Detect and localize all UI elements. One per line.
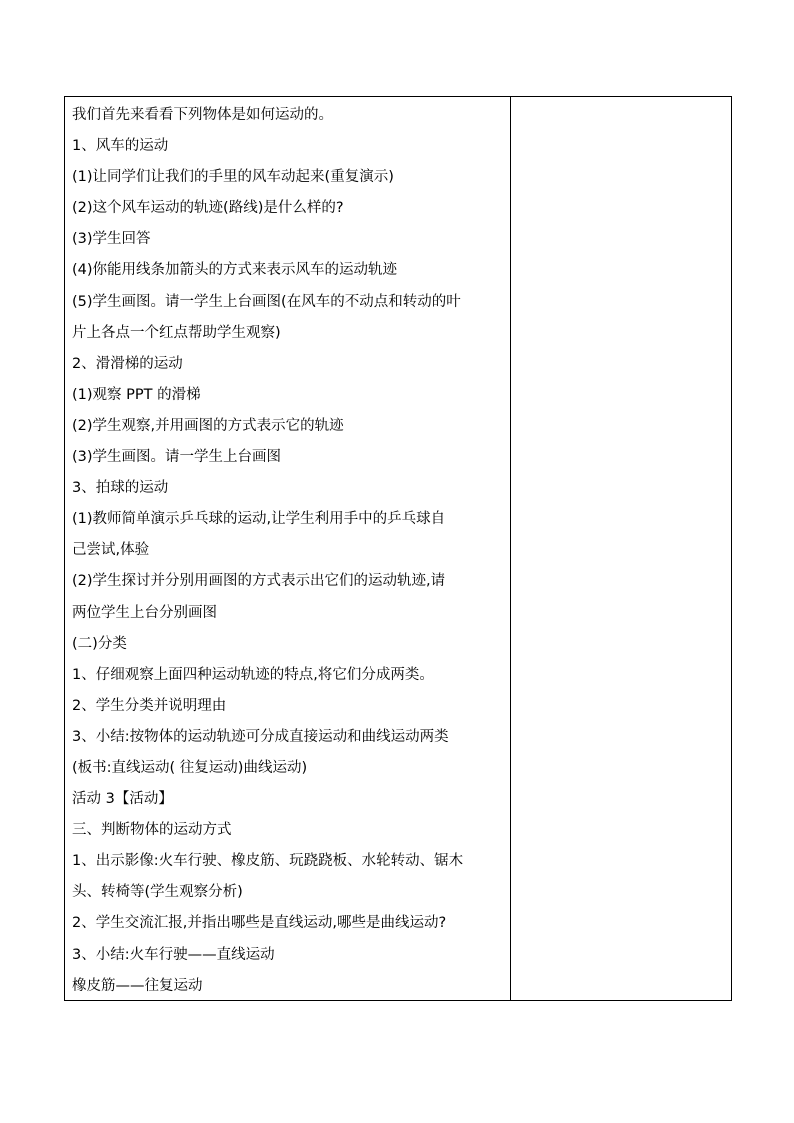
content-line: 3、小结:按物体的运动轨迹可分成直接运动和曲线运动两类 [72,728,449,745]
content-line: 2、学生交流汇报,并指出哪些是直线运动,哪些是曲线运动? [72,915,447,932]
content-line: (板书:直线运动( 往复运动)曲线运动) [72,759,308,776]
content-line: 橡皮筋——往复运动 [72,977,203,994]
content-line: (5)学生画图。请一学生上台画图(在风车的不动点和转动的叶 [72,293,461,310]
content-line: (2)学生观察,并用画图的方式表示它的轨迹 [72,417,344,434]
content-line: (2)学生探讨并分别用画图的方式表示出它们的运动轨迹,请 [72,573,446,590]
content-line: 己尝试,体验 [72,542,150,559]
lesson-content-cell [65,97,510,1000]
content-line: 3、小结:火车行驶——直线运动 [72,946,275,963]
content-line: 活动 3【活动】 [72,791,173,808]
content-line: (3)学生画图。请一学生上台画图 [72,449,282,466]
content-line: 1、风车的运动 [72,138,169,155]
content-line: 两位学生上台分别画图 [72,604,217,621]
content-line: (1)让同学们让我们的手里的风车动起来(重复演示) [72,169,394,186]
content-line: 2、滑滑梯的运动 [72,355,183,372]
content-line: 3、拍球的运动 [72,480,169,497]
content-line: (1)教师简单演示乒乓球的运动,让学生利用手中的乒乓球自 [72,511,446,528]
content-line: 1、出示影像:火车行驶、橡皮筋、玩跷跷板、水轮转动、锯木 [72,853,464,870]
content-line: 2、学生分类并说明理由 [72,697,227,714]
content-line: (4)你能用线条加箭头的方式来表示风车的运动轨迹 [72,262,398,279]
content-line: (3)学生回答 [72,231,151,248]
lesson-plan-table [64,96,732,1001]
content-line: (2)这个风车运动的轨迹(路线)是什么样的? [72,200,344,217]
content-line: 1、仔细观察上面四种运动轨迹的特点,将它们分成两类。 [72,666,434,683]
notes-cell [511,97,731,1000]
content-line: 我们首先来看看下列物体是如何运动的。 [72,107,333,123]
content-line: 头、转椅等(学生观察分析) [72,884,243,901]
content-line: 片上各点一个红点帮助学生观察) [72,324,281,341]
content-line: (二)分类 [72,635,127,652]
content-line: 三、判断物体的运动方式 [72,822,232,839]
content-line: (1)观察 PPT 的滑梯 [72,386,201,403]
